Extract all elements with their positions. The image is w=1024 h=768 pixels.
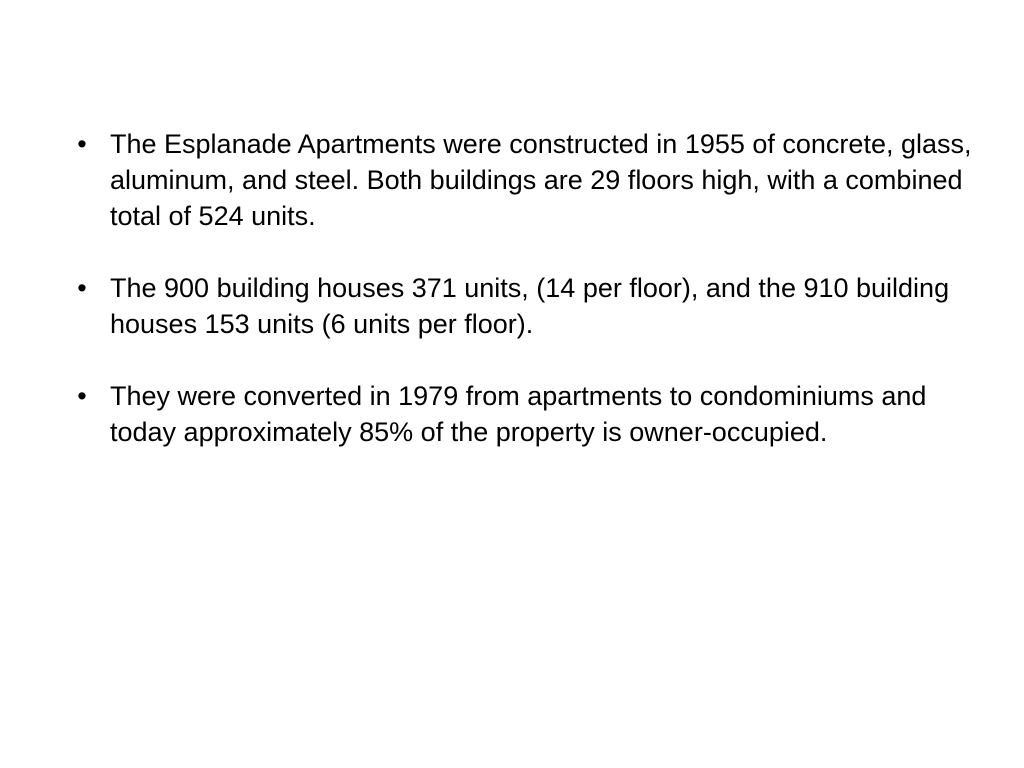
bullet-list — [72, 126, 972, 486]
bullet-marker: • — [77, 381, 87, 411]
bullet-marker: • — [77, 129, 87, 159]
bullet-marker: • — [77, 273, 87, 303]
bullet-text: The 900 building houses 371 units, (14 per floor), and the 910 building houses 153 units (6 units per floor). — [110, 273, 950, 339]
bullet-text: They were converted in 1979 from apartments to condominiums and today approximately 85% of the property is owner-occupied. — [110, 381, 927, 447]
bullet-text: The Esplanade Apartments were constructed in 1955 of concrete, glass, aluminum, and steel. Both buildings are 29 floors high, with a combined total of 524 units. — [110, 129, 972, 231]
bullet-item-construction — [72, 126, 972, 234]
bullet-item-units — [72, 270, 972, 342]
bullet-item-conversion — [72, 378, 972, 450]
